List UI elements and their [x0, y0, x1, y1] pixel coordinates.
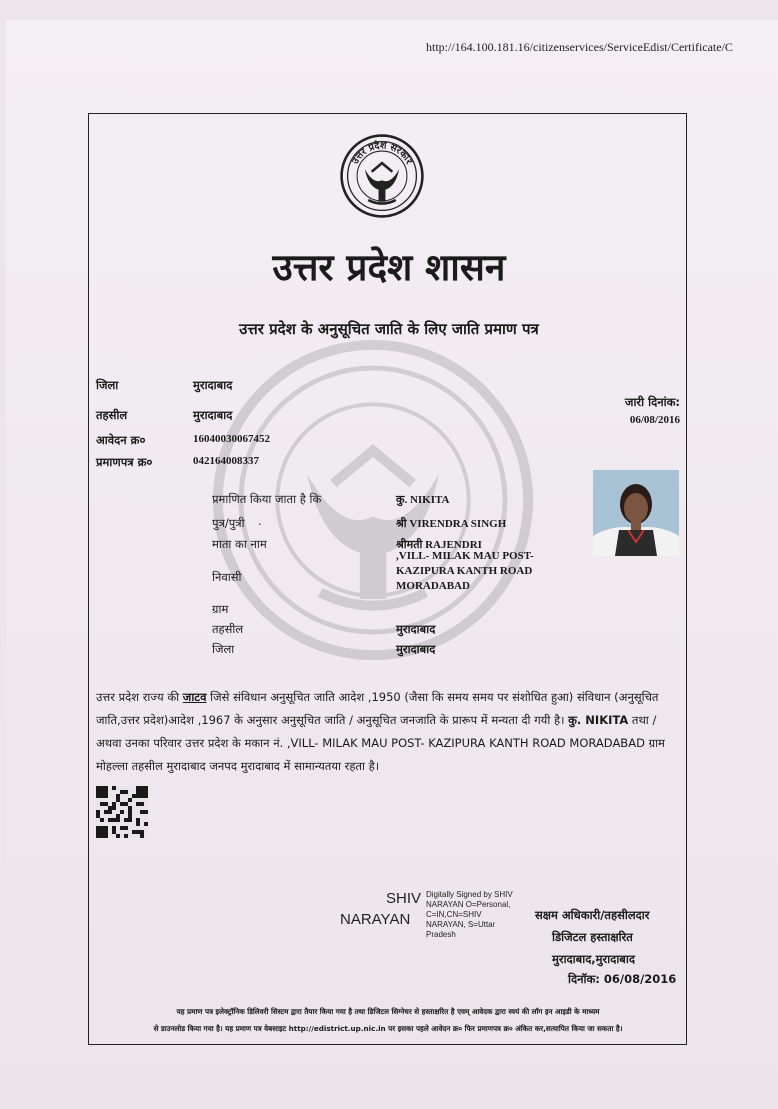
mother-label: माता का नाम	[212, 537, 267, 551]
person-district-label: जिला	[212, 642, 235, 656]
para-part3: तथा / अथवा उनका परिवार उत्तर प्रदेश के मकान नं. ,VILL- MILAK MAU POST- KAZIPURA KANTH ROAD MORADABAD ग्राम मोहल्ला तहसील मुरादाबाद जनपद मुरादाबाद में सामान्यतया रहता है।	[96, 713, 665, 773]
resident-label: निवासी	[212, 570, 242, 584]
issue-date-value: 06/08/2016	[629, 414, 680, 426]
footer-note	[96, 1003, 680, 1037]
signer-name-line2: NARAYAN	[340, 911, 411, 928]
up-emblem-icon	[339, 133, 425, 219]
certify-label: प्रमाणित किया जाता है कि	[212, 492, 322, 506]
relation-dot: .	[258, 514, 262, 528]
district-label: जिला	[96, 378, 119, 392]
person-tehsil-label: तहसील	[212, 622, 244, 636]
qr-code-icon	[96, 786, 148, 838]
authority-location: मुरादाबाद,मुरादाबाद	[552, 952, 635, 966]
certificate-number-label: प्रमाणपत्र क्र०	[96, 455, 153, 469]
emblem-seal-text: उत्तर प्रदेश सरकार	[349, 140, 415, 167]
para-part1: उत्तर प्रदेश राज्य की	[96, 690, 180, 704]
government-title: उत्तर प्रदेश शासन	[272, 246, 506, 289]
issue-date-label: जारी दिनांक:	[624, 395, 680, 409]
person-tehsil-value: मुरादाबाद	[396, 622, 436, 636]
district-value: मुरादाबाद	[193, 378, 233, 392]
certificate-body-paragraph	[96, 686, 680, 778]
resident-address: ,VILL- MILAK MAU POST- KAZIPURA KANTH ROAD MORADABAD	[396, 550, 534, 592]
authority-digital-signed: डिजिटल हस्ताक्षरित	[552, 930, 633, 944]
father-name: श्री VIRENDRA SINGH	[396, 518, 507, 530]
tehsil-value: मुरादाबाद	[193, 408, 233, 422]
tehsil-label: तहसील	[96, 408, 128, 422]
certificate-number-value: 042164008337	[193, 455, 259, 467]
relation-label: पुत्र/पुत्री	[212, 516, 245, 530]
signer-name-line1: SHIV	[386, 890, 422, 907]
application-number-label: आवेदन क्र०	[96, 433, 146, 447]
footer-line2: से डाउनलोड किया गया है। यह प्रमाण पत्र वेबसाइट http://edistrict.up.nic.in पर इसका पहले आवेदन क्र० फिर प्रमाणपत्र क्र० अंकित कर,सत्यापित किया जा सकता है।	[153, 1024, 623, 1033]
footer-line1: यह प्रमाण पत्र इलेक्ट्रॉनिक डिलिवरी सिस्टम द्वारा तैयार किया गया है तथा डिजिटल सिग्नेचर से हस्ताक्षरित है एवम् आवेदक द्वारा स्वयं की लॉग इन आइडी के माध्यम	[176, 1007, 600, 1016]
authority-date: दिनॉक: 06/08/2016	[568, 972, 677, 986]
mother-name: श्रीमती RAJENDRI	[396, 539, 482, 551]
applicant-photo	[593, 470, 679, 556]
applicant-name: कु. NIKITA	[396, 494, 450, 506]
page-url: http://164.100.181.16/citizenservices/ServiceEdist/Certificate/C	[426, 40, 733, 54]
application-number-value: 16040030067452	[193, 433, 270, 445]
applicant-portrait	[593, 470, 679, 556]
village-label: ग्राम	[212, 602, 229, 616]
authority-designation: सक्षम अधिकारी/तहसीलदार	[535, 908, 650, 922]
para-part2: जिसे संविधान अनुसूचित जाति आदेश ,1950 (जैसा कि समय समय पर संशोधित हुआ) संविधान (अनुसूचित जाति,उत्तर प्रदेश)आदेश ,1967 के अनुसार अनुसूचित जाति / अनुसूचित जनजाति के प्रारूप में मन्यता दी गयी है।	[96, 690, 659, 727]
person-district-value: मुरादाबाद	[396, 642, 436, 656]
caste-name: जाटव	[182, 690, 207, 704]
para-applicant-name: कु. NIKITA	[568, 713, 629, 727]
digital-signature-details: Digitally Signed by SHIV NARAYAN O=Personal, C=IN,CN=SHIV NARAYAN, S=Uttar Pradesh	[426, 890, 513, 939]
certificate-title: उत्तर प्रदेश के अनुसूचित जाति के लिए जाति प्रमाण पत्र	[239, 320, 539, 338]
